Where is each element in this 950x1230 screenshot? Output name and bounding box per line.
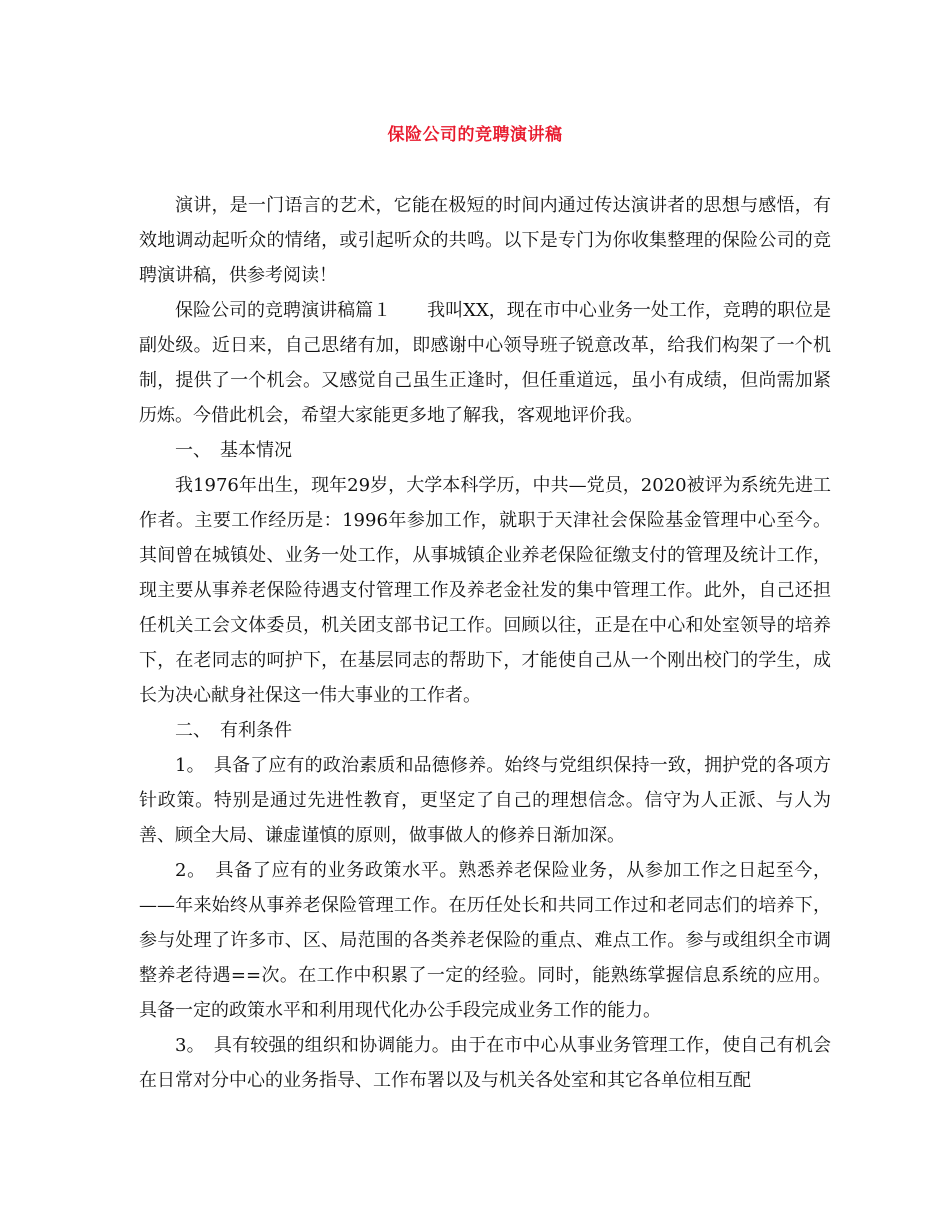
document-title: 保险公司的竞聘演讲稿 — [387, 125, 563, 145]
section-heading-basic-info: 一、 基本情况 — [175, 440, 292, 461]
document-body — [139, 188, 831, 1098]
paragraph-advantage-3: 3。 具有较强的组织和协调能力。由于在市中心从事业务管理工作，使自己有机会在日常对分中心的业务指导、工作布署以及与机关各处室和其它各单位相互配 — [139, 1035, 831, 1091]
paragraph-intro: 演讲，是一门语言的艺术，它能在极短的时间内通过传达演讲者的思想与感悟，有效地调动起听众的情绪，或引起听众的共鸣。以下是专门为你收集整理的保险公司的竞聘演讲稿，供参考阅读！ — [139, 195, 831, 286]
section-heading-advantages: 二、 有利条件 — [175, 720, 292, 741]
paragraph-basic-info: 我1976年出生，现年29岁，大学本科学历，中共—党员，2020被评为系统先进工作者。主要工作经历是：1996年参加工作，就职于天津社会保险基金管理中心至今。其间曾在城镇处、业务一处工作，从事城镇企业养老保险征缴支付的管理及统计工作，现主要从事养老保险待遇支付管理工作及养老金社发的集中管理工作。此外，自己还担任机关工会文体委员，机关团支部书记工作。回顾以往，正是在中心和处室领导的培养下，在老同志的呵护下，在基层同志的帮助下，才能使自己从一个刚出校门的学生，成长为决心献身社保这一伟大事业的工作者。 — [139, 475, 831, 706]
paragraph-advantage-1: 1。 具备了应有的政治素质和品德修养。始终与党组织保持一致，拥护党的各项方针政策。特别是通过先进性教育，更坚定了自己的理想信念。信守为人正派、与人为善、顾全大局、谦虚谨慎的原则，做事做人的修养日渐加深。 — [139, 755, 831, 846]
paragraph-advantage-2: 2。 具备了应有的业务政策水平。熟悉养老保险业务，从参加工作之日起至今，——年来始终从事养老保险管理工作。在历任处长和共同工作过和老同志们的培养下，参与处理了许多市、区、局范围的各类养老保险的重点、难点工作。参与或组织全市调整养老待遇==次。在工作中积累了一定的经验。同时，能熟练掌握信息系统的应用。具备一定的政策水平和利用现代化办公手段完成业务工作的能力。 — [139, 860, 831, 1021]
paragraph-speech-opening: 保险公司的竞聘演讲稿篇１ 我叫XX，现在市中心业务一处工作，竞聘的职位是副处级。近日来，自己思绪有加，即感谢中心领导班子锐意改革，给我们构架了一个机制，提供了一个机会。又感觉自己虽生正逢时，但任重道远，虽小有成绩，但尚需加紧历炼。今借此机会，希望大家能更多地了解我，客观地评价我。 — [139, 300, 831, 426]
